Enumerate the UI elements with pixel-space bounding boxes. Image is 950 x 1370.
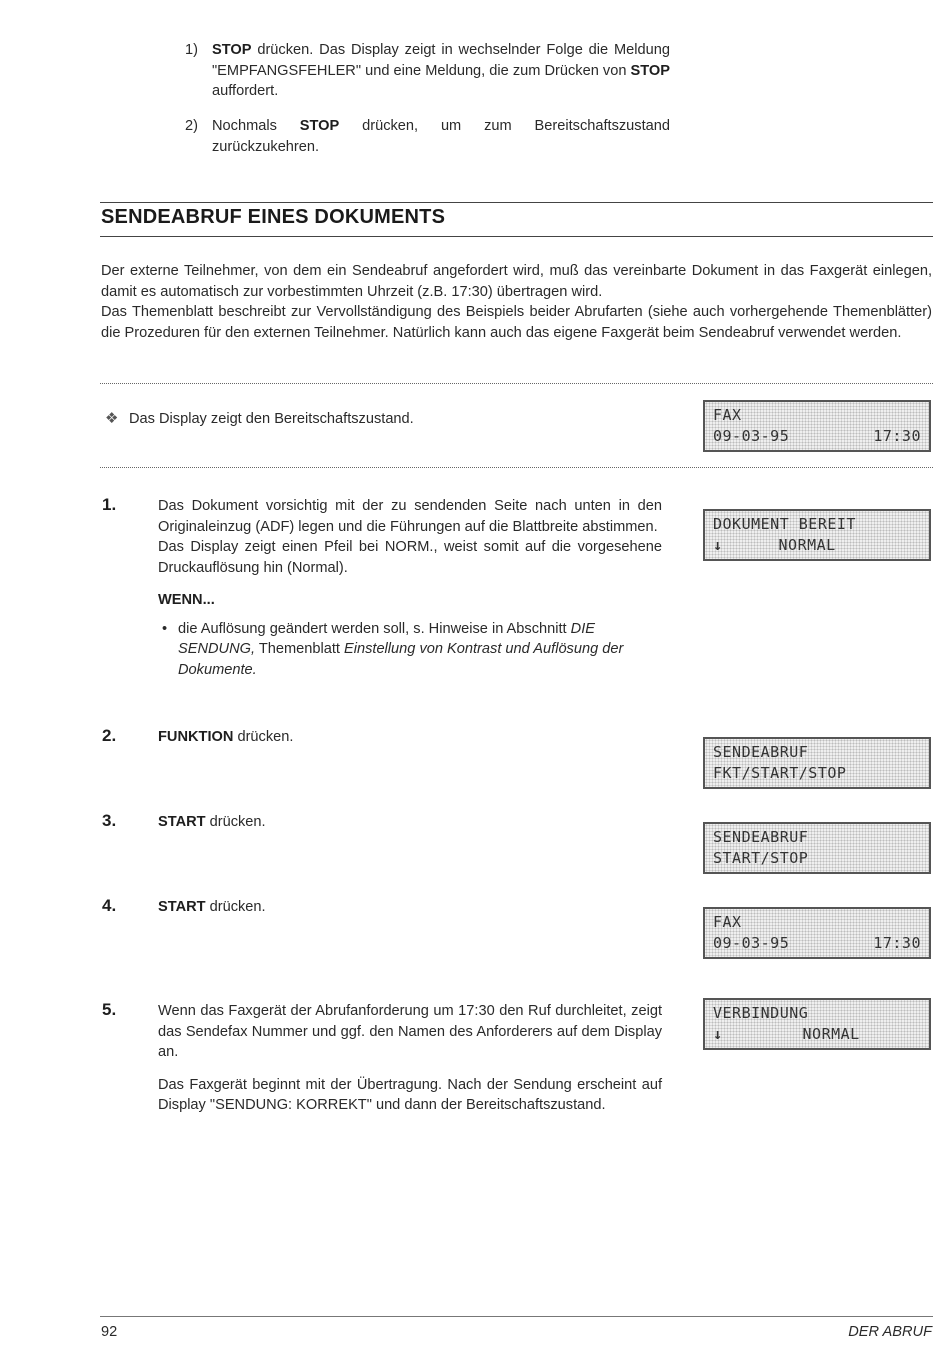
lcd-line-2: FKT/START/STOP bbox=[713, 764, 847, 782]
lcd-line-1: VERBINDUNG bbox=[713, 1004, 809, 1022]
lcd-display-step-4 bbox=[703, 907, 931, 959]
divider bbox=[100, 467, 933, 468]
lcd-line-2 bbox=[713, 933, 921, 954]
lcd-display-step-5 bbox=[703, 998, 931, 1050]
bullet-italic-b: Einstellung von Kontrast und Auflösung der Dokumente. bbox=[178, 641, 624, 678]
intro-item-2-text bbox=[212, 116, 670, 157]
ready-text: Das Display zeigt den Bereitschaftszustand. bbox=[129, 411, 414, 427]
lcd-line-2 bbox=[713, 426, 921, 447]
intro-item-1-text bbox=[212, 40, 670, 102]
step-1-para-2: Das Display zeigt einen Pfeil bei NORM., weist somit auf die vorgesehene Druckauflösung hin (Normal). bbox=[158, 539, 662, 576]
step-1-content bbox=[158, 496, 662, 680]
start-key-label: START bbox=[158, 814, 206, 830]
stop-key-label: STOP bbox=[212, 42, 252, 58]
lcd-display-step-3 bbox=[703, 822, 931, 874]
intro-item-1-text-b: auffordert. bbox=[212, 83, 279, 99]
lcd-display-ready bbox=[703, 400, 931, 452]
step-3-content bbox=[158, 812, 662, 833]
step-4-content bbox=[158, 897, 662, 918]
section-rule-top bbox=[100, 202, 933, 203]
intro-item-2-number: 2) bbox=[185, 118, 198, 134]
lcd-resolution: NORMAL bbox=[778, 536, 836, 554]
intro-item-2-text-b: drücken, um zum Bereitschaftszustand zurückzukehren. bbox=[212, 118, 670, 155]
step-2-content bbox=[158, 727, 662, 748]
intro-item-1-number: 1) bbox=[185, 42, 198, 58]
arrow-down-icon: ↓ bbox=[713, 536, 723, 554]
funktion-key-label: FUNKTION bbox=[158, 729, 234, 745]
lcd-line-1: SENDEABRUF bbox=[713, 743, 809, 761]
step-4-number: 4. bbox=[102, 896, 117, 915]
diamond-bullet-icon: ❖ bbox=[105, 410, 119, 427]
lcd-time: 17:30 bbox=[873, 934, 921, 952]
lcd-line-1: DOKUMENT BEREIT bbox=[713, 515, 856, 533]
lcd-display-step-2 bbox=[703, 737, 931, 789]
section-title: SENDEABRUF EINES DOKUMENTS bbox=[101, 206, 446, 228]
step-1-para-1: Das Dokument vorsichtig mit der zu sendenden Seite nach unten in den Originaleinzug (ADF) legen und die Führungen auf die Blattbreite abstimmen. bbox=[158, 498, 662, 535]
bullet-text-b: Themenblatt bbox=[255, 641, 344, 657]
step-5-para-2: Das Faxgerät beginnt mit der Übertragung. Nach der Sendung erscheint auf Display "SENDUNG: KORREKT" und dann der Bereitschaftszustand. bbox=[158, 1076, 662, 1113]
step-1-bullet-list bbox=[158, 619, 673, 681]
lcd-line-2 bbox=[713, 535, 921, 556]
section-rule-bottom bbox=[100, 236, 933, 237]
page-number: 92 bbox=[101, 1324, 118, 1340]
lcd-line-2: START/STOP bbox=[713, 849, 809, 867]
arrow-down-icon: ↓ bbox=[713, 1025, 723, 1043]
section-body-para-2: Das Themenblatt beschreibt zur Vervollständigung des Beispiels beider Abrufarten (siehe auch vorhergehende Themenblätter) die Prozeduren für den externen Teilnehmer. Natürlich kann auch das eigene Faxgerät beim Sendeabruf verwendet werden. bbox=[101, 304, 932, 341]
chapter-title: DER ABRUF bbox=[848, 1324, 932, 1340]
lcd-line-2 bbox=[713, 1024, 921, 1045]
intro-item-2-text-a: Nochmals bbox=[212, 118, 300, 134]
step-5-content bbox=[158, 1001, 662, 1116]
step-2-text: drücken. bbox=[233, 729, 294, 745]
wenn-label: WENN... bbox=[158, 592, 215, 608]
lcd-resolution: NORMAL bbox=[802, 1025, 860, 1043]
step-3-text: drücken. bbox=[205, 814, 266, 830]
lcd-time: 17:30 bbox=[873, 427, 921, 445]
step-2-number: 2. bbox=[102, 726, 117, 745]
divider bbox=[100, 383, 933, 384]
section-body bbox=[101, 261, 932, 343]
bullet-italic-a: DIE SENDUNG, bbox=[178, 620, 595, 657]
lcd-date: 09-03-95 bbox=[713, 934, 790, 952]
list-item bbox=[158, 619, 673, 681]
lcd-line-1: FAX bbox=[713, 913, 742, 931]
step-3-number: 3. bbox=[102, 811, 117, 830]
start-key-label: START bbox=[158, 899, 206, 915]
lcd-line-1: FAX bbox=[713, 406, 742, 424]
step-1-number: 1. bbox=[102, 495, 117, 514]
step-4-text: drücken. bbox=[205, 899, 266, 915]
section-body-para-1: Der externe Teilnehmer, von dem ein Sendeabruf angefordert wird, muß das vereinbarte Dokument in das Faxgerät einlegen, damit es automatisch zur vorbestimmten Uhrzeit (z.B. 17:30) übertragen wird. bbox=[101, 263, 932, 300]
lcd-display-step-1 bbox=[703, 509, 931, 561]
intro-item-2 bbox=[185, 116, 670, 157]
bullet-text-a: die Auflösung geändert werden soll, s. Hinweise in Abschnitt bbox=[178, 620, 571, 637]
stop-key-label: STOP bbox=[630, 62, 670, 79]
intro-item-1-text-a: drücken. Das Display zeigt in wechselnder Folge die Meldung "EMPFANGSFEHLER" und eine Meldung, die zum Drücken von bbox=[212, 42, 670, 79]
intro-item-1 bbox=[185, 40, 670, 102]
stop-key-label: STOP bbox=[299, 118, 340, 134]
lcd-line-1: SENDEABRUF bbox=[713, 828, 809, 846]
footer-rule bbox=[100, 1316, 933, 1317]
step-5-para-1: Wenn das Faxgerät der Abrufanforderung um 17:30 den Ruf durchleitet, zeigt das Sendefax Nummer und ggf. den Namen des Anforderers auf dem Display an. bbox=[158, 1003, 662, 1060]
step-5-number: 5. bbox=[102, 1000, 117, 1019]
lcd-date: 09-03-95 bbox=[713, 427, 790, 445]
